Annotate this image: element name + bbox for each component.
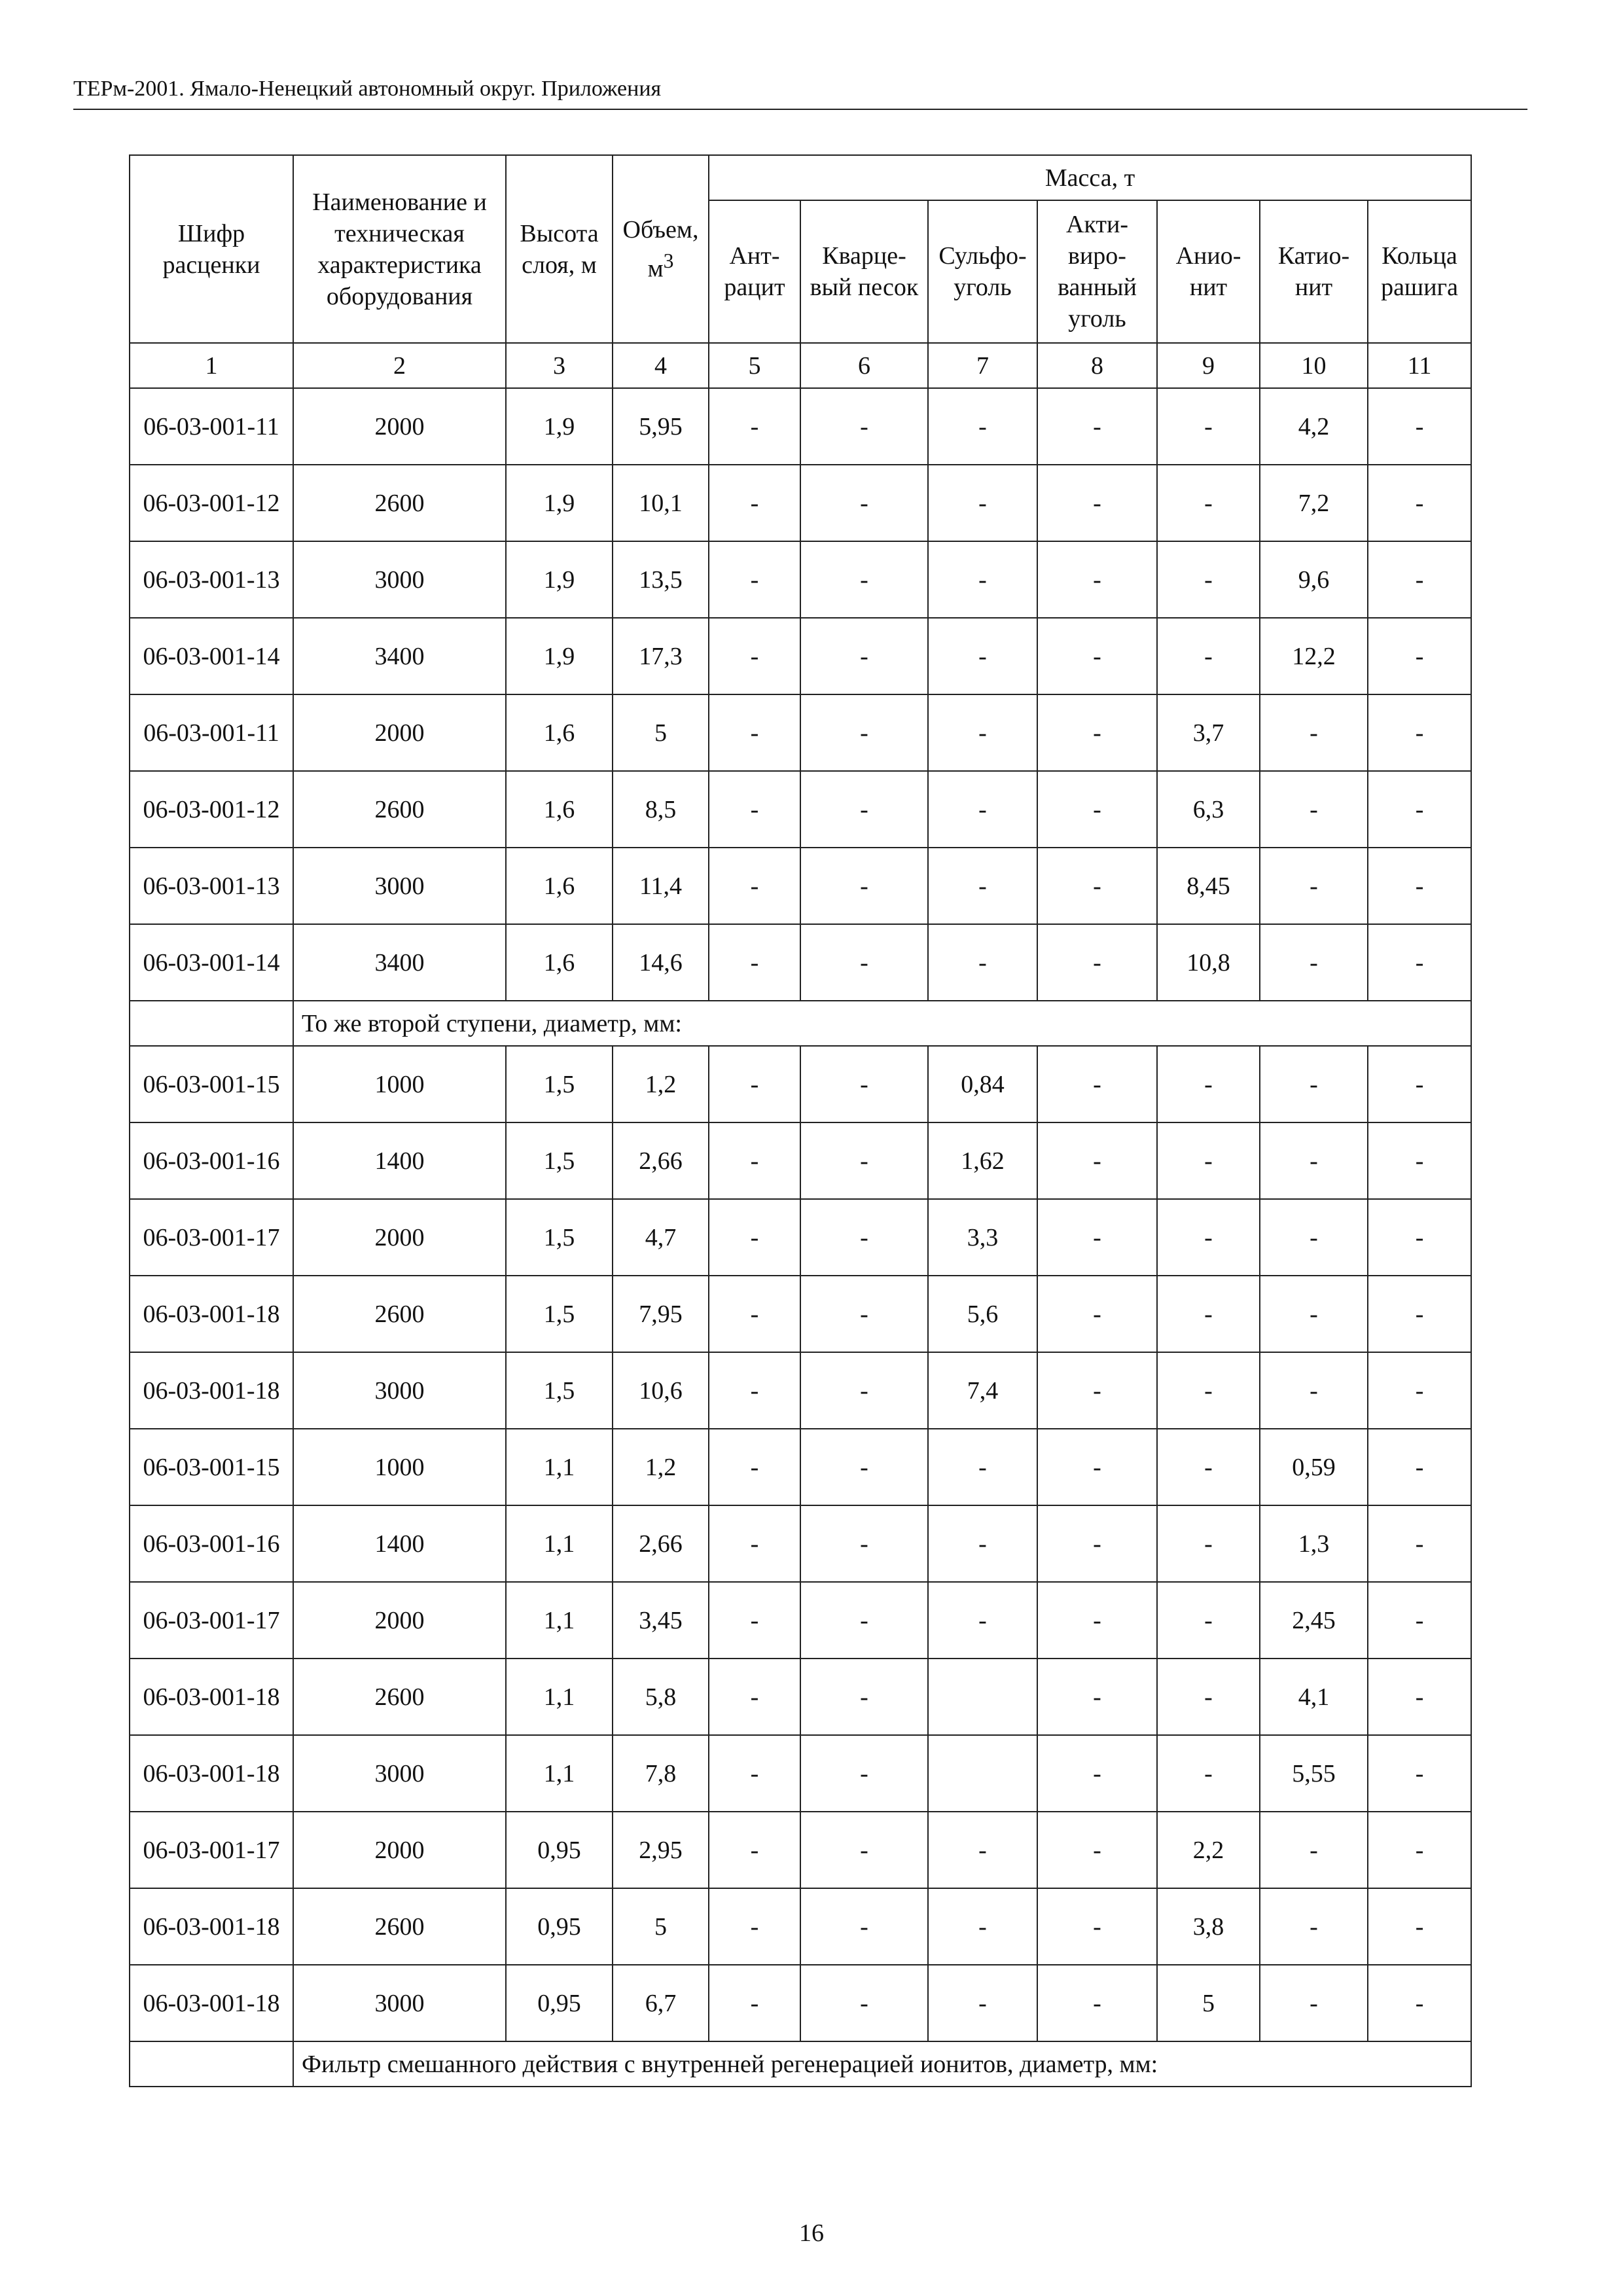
table-cell: - — [709, 1965, 800, 2041]
column-number-cell: 5 — [709, 343, 800, 388]
table-cell: - — [1037, 1505, 1157, 1582]
table-cell: - — [1260, 848, 1368, 924]
table-cell: 2600 — [293, 1659, 506, 1735]
table-row — [130, 1735, 1471, 1812]
table-cell: - — [1260, 1046, 1368, 1122]
table-cell: - — [1037, 1735, 1157, 1812]
table-cell: - — [1037, 1199, 1157, 1276]
col-header-cationite: Катио-нит — [1260, 200, 1368, 343]
table-cell: 0,95 — [506, 1812, 613, 1888]
table-cell: - — [1037, 388, 1157, 465]
column-number-cell: 11 — [1368, 343, 1471, 388]
table-cell: 5 — [1157, 1965, 1260, 2041]
table-cell: 1,1 — [506, 1582, 613, 1659]
table-cell: 3400 — [293, 618, 506, 694]
table-row — [130, 1812, 1471, 1888]
table-row — [130, 1276, 1471, 1352]
table-cell: 5 — [613, 1888, 709, 1965]
table-cell: 8,45 — [1157, 848, 1260, 924]
table-cell: 8,5 — [613, 771, 709, 848]
table-cell: - — [1368, 694, 1471, 771]
table-cell: - — [1260, 1122, 1368, 1199]
table-cell: - — [1157, 541, 1260, 618]
table-cell: - — [709, 1812, 800, 1888]
table-cell: 5,95 — [613, 388, 709, 465]
column-number-cell: 10 — [1260, 343, 1368, 388]
table-cell: 1,3 — [1260, 1505, 1368, 1582]
table-cell: - — [1037, 1276, 1157, 1352]
table-cell: 1,5 — [506, 1122, 613, 1199]
table-cell: - — [1037, 924, 1157, 1001]
table-cell: - — [1368, 924, 1471, 1001]
table-row — [130, 694, 1471, 771]
table-cell: - — [1368, 848, 1471, 924]
table-cell: - — [1368, 1122, 1471, 1199]
table-row — [130, 1965, 1471, 2041]
table-cell: - — [1368, 1505, 1471, 1582]
table-cell: - — [1037, 1046, 1157, 1122]
table-cell: - — [1037, 618, 1157, 694]
table-cell: - — [800, 1122, 928, 1199]
table-cell: 7,4 — [928, 1352, 1037, 1429]
table-row — [130, 848, 1471, 924]
table-cell: 12,2 — [1260, 618, 1368, 694]
table-row — [130, 1659, 1471, 1735]
table-cell: - — [800, 388, 928, 465]
table-cell: - — [709, 1505, 800, 1582]
table-cell: - — [709, 924, 800, 1001]
table-cell: 1400 — [293, 1505, 506, 1582]
table-cell: - — [1368, 1965, 1471, 2041]
table-cell: - — [1157, 1429, 1260, 1505]
table-cell: - — [928, 541, 1037, 618]
table-cell: - — [1037, 541, 1157, 618]
table-cell: 7,2 — [1260, 465, 1368, 541]
table-cell: 2000 — [293, 694, 506, 771]
table-cell: 5 — [613, 694, 709, 771]
table-cell: - — [1157, 1046, 1260, 1122]
table-cell: - — [1368, 1429, 1471, 1505]
table-row — [130, 1352, 1471, 1429]
table-cell: 2,66 — [613, 1505, 709, 1582]
column-number-row — [130, 343, 1471, 388]
table-cell: - — [1157, 618, 1260, 694]
table-cell: - — [1368, 1659, 1471, 1735]
table-cell: 1,9 — [506, 618, 613, 694]
table-cell: - — [1368, 1888, 1471, 1965]
table-cell: 3000 — [293, 1965, 506, 2041]
code-cell: 06-03-001-18 — [130, 1888, 293, 1965]
table-row — [130, 1888, 1471, 1965]
table-cell: - — [1037, 1352, 1157, 1429]
table-cell: - — [800, 1888, 928, 1965]
table-cell: - — [1368, 618, 1471, 694]
col-header-mass-group: Масса, т — [709, 155, 1471, 200]
table-cell: - — [928, 1965, 1037, 2041]
table-cell — [928, 1659, 1037, 1735]
table-cell: 4,2 — [1260, 388, 1368, 465]
table-cell: 2000 — [293, 1199, 506, 1276]
table-cell: 5,8 — [613, 1659, 709, 1735]
table-cell: - — [1037, 465, 1157, 541]
table-cell: - — [1260, 1276, 1368, 1352]
code-cell: 06-03-001-14 — [130, 618, 293, 694]
code-cell: 06-03-001-18 — [130, 1735, 293, 1812]
code-cell: 06-03-001-12 — [130, 465, 293, 541]
code-cell: 06-03-001-17 — [130, 1812, 293, 1888]
table-cell: - — [1368, 1812, 1471, 1888]
table-cell: 7,8 — [613, 1735, 709, 1812]
table-cell: 0,95 — [506, 1888, 613, 1965]
table-row — [130, 1505, 1471, 1582]
table-cell: - — [709, 1276, 800, 1352]
section-row — [130, 2041, 1471, 2087]
code-cell: 06-03-001-18 — [130, 1659, 293, 1735]
table-cell: - — [709, 771, 800, 848]
table-cell — [928, 1735, 1037, 1812]
table-cell: 1,2 — [613, 1429, 709, 1505]
table-row — [130, 541, 1471, 618]
column-number-cell: 9 — [1157, 343, 1260, 388]
table-cell: 3000 — [293, 541, 506, 618]
table-cell: - — [1157, 1735, 1260, 1812]
table-cell: 0,95 — [506, 1965, 613, 2041]
code-cell: 06-03-001-16 — [130, 1122, 293, 1199]
table-cell: - — [1037, 1812, 1157, 1888]
table-cell: - — [928, 618, 1037, 694]
table-cell: - — [1157, 1582, 1260, 1659]
table-cell: - — [800, 1046, 928, 1122]
table-cell: 10,6 — [613, 1352, 709, 1429]
table-cell: 7,95 — [613, 1276, 709, 1352]
volume-superscript: 3 — [663, 249, 674, 272]
table-cell: 1,6 — [506, 694, 613, 771]
page-number: 16 — [799, 2219, 824, 2247]
table-cell: - — [1368, 1199, 1471, 1276]
table-cell: - — [709, 618, 800, 694]
page-header: ТЕРм-2001. Ямало-Ненецкий автономный округ. Приложения — [73, 73, 1527, 110]
table-cell: - — [709, 1659, 800, 1735]
table-cell: - — [928, 465, 1037, 541]
table-cell: - — [1260, 694, 1368, 771]
table-cell: - — [1037, 1965, 1157, 2041]
table-cell: - — [800, 1505, 928, 1582]
table-body — [130, 388, 1471, 2087]
table-cell: - — [709, 1122, 800, 1199]
col-header-volume — [613, 155, 709, 343]
table-head — [130, 155, 1471, 388]
table-cell: 2600 — [293, 465, 506, 541]
table-cell: - — [1037, 1429, 1157, 1505]
table-cell: 1400 — [293, 1122, 506, 1199]
table-cell: 10,1 — [613, 465, 709, 541]
table-cell: 1,2 — [613, 1046, 709, 1122]
table-cell: - — [709, 1352, 800, 1429]
table-cell: - — [709, 1582, 800, 1659]
table-row — [130, 1199, 1471, 1276]
table-cell: - — [1368, 1276, 1471, 1352]
table-cell: - — [1157, 1199, 1260, 1276]
table-cell: - — [709, 1429, 800, 1505]
col-header-quartz-sand: Кварце-вый песок — [800, 200, 928, 343]
table-cell: 3000 — [293, 1352, 506, 1429]
code-cell: 06-03-001-13 — [130, 541, 293, 618]
table-cell: - — [1260, 771, 1368, 848]
code-cell: 06-03-001-17 — [130, 1582, 293, 1659]
table-cell: - — [1368, 388, 1471, 465]
code-cell: 06-03-001-18 — [130, 1276, 293, 1352]
code-cell: 06-03-001-14 — [130, 924, 293, 1001]
table-cell: - — [1037, 694, 1157, 771]
table-row — [130, 1122, 1471, 1199]
section-title: Фильтр смешанного действия с внутренней регенерацией ионитов, диаметр, мм: — [293, 2041, 1471, 2087]
table-cell: 1,5 — [506, 1352, 613, 1429]
table-cell: 1,1 — [506, 1505, 613, 1582]
table-cell: - — [709, 1046, 800, 1122]
table-cell: 1000 — [293, 1046, 506, 1122]
table-row — [130, 1582, 1471, 1659]
table-cell: 3,45 — [613, 1582, 709, 1659]
table-row — [130, 924, 1471, 1001]
table-cell: - — [800, 618, 928, 694]
table-cell: - — [1260, 1199, 1368, 1276]
table-cell: - — [1037, 1888, 1157, 1965]
table-cell: - — [1368, 1735, 1471, 1812]
table-cell: 5,55 — [1260, 1735, 1368, 1812]
table-cell: - — [1157, 1505, 1260, 1582]
table-cell: 2,95 — [613, 1812, 709, 1888]
table-cell: - — [800, 1735, 928, 1812]
table-cell: - — [1368, 1046, 1471, 1122]
code-cell: 06-03-001-15 — [130, 1046, 293, 1122]
col-header-height: Высота слоя, м — [506, 155, 613, 343]
table-cell: - — [928, 388, 1037, 465]
column-number-cell: 7 — [928, 343, 1037, 388]
code-cell: 06-03-001-12 — [130, 771, 293, 848]
table-cell: 1000 — [293, 1429, 506, 1505]
column-number-cell: 8 — [1037, 343, 1157, 388]
table-cell: 2600 — [293, 1276, 506, 1352]
table-cell: 1,6 — [506, 771, 613, 848]
table-cell: 1,1 — [506, 1429, 613, 1505]
table-cell: 1,1 — [506, 1735, 613, 1812]
table-cell: - — [1157, 1352, 1260, 1429]
table-cell: 2,45 — [1260, 1582, 1368, 1659]
col-header-raschig-rings: Кольца рашига — [1368, 200, 1471, 343]
table-cell: 2,2 — [1157, 1812, 1260, 1888]
col-header-name: Наименование и техническая характеристика оборудования — [293, 155, 506, 343]
table-cell: - — [1037, 771, 1157, 848]
table-cell: 13,5 — [613, 541, 709, 618]
table-cell: - — [800, 771, 928, 848]
table-cell: - — [1260, 1888, 1368, 1965]
table-cell: - — [1157, 1122, 1260, 1199]
table-cell: 1,6 — [506, 924, 613, 1001]
table-cell: 5,6 — [928, 1276, 1037, 1352]
table-cell: 0,59 — [1260, 1429, 1368, 1505]
table-cell: - — [709, 388, 800, 465]
table-cell: 0,84 — [928, 1046, 1037, 1122]
table-cell: - — [709, 694, 800, 771]
volume-label: Объем, м — [622, 215, 699, 283]
table-cell: 2000 — [293, 1582, 506, 1659]
table-cell: - — [1260, 1352, 1368, 1429]
table-cell: - — [928, 1888, 1037, 1965]
table-cell: - — [709, 1735, 800, 1812]
section-row — [130, 1001, 1471, 1046]
table-row — [130, 1429, 1471, 1505]
table-cell: 4,7 — [613, 1199, 709, 1276]
table-cell: 2600 — [293, 771, 506, 848]
column-number-cell: 6 — [800, 343, 928, 388]
table-cell: 6,7 — [613, 1965, 709, 2041]
table-row — [130, 1046, 1471, 1122]
table-cell: - — [800, 1199, 928, 1276]
table-cell: - — [1368, 1582, 1471, 1659]
table-cell: 3,3 — [928, 1199, 1037, 1276]
table-cell: 1,5 — [506, 1046, 613, 1122]
table-cell: 4,1 — [1260, 1659, 1368, 1735]
table-cell: 3400 — [293, 924, 506, 1001]
table-cell: - — [800, 1965, 928, 2041]
table-cell: 1,6 — [506, 848, 613, 924]
table-cell: - — [800, 1812, 928, 1888]
table-cell: 3,7 — [1157, 694, 1260, 771]
table-cell: - — [800, 1659, 928, 1735]
table-row — [130, 388, 1471, 465]
table-cell: - — [928, 1429, 1037, 1505]
table-cell: - — [1260, 1965, 1368, 2041]
table-cell: 17,3 — [613, 618, 709, 694]
table-cell: - — [800, 924, 928, 1001]
table-cell: 3000 — [293, 848, 506, 924]
table-cell: - — [928, 1582, 1037, 1659]
table-cell: - — [1260, 924, 1368, 1001]
table-cell: - — [928, 694, 1037, 771]
table-row — [130, 771, 1471, 848]
table-cell: - — [800, 1276, 928, 1352]
table-cell: - — [709, 465, 800, 541]
table-cell: - — [1157, 388, 1260, 465]
col-header-anionite: Анио-нит — [1157, 200, 1260, 343]
table-cell: 1,5 — [506, 1199, 613, 1276]
table-cell: - — [1260, 1812, 1368, 1888]
table-cell: 6,3 — [1157, 771, 1260, 848]
table-cell: - — [1157, 465, 1260, 541]
table-cell: - — [709, 1199, 800, 1276]
code-cell: 06-03-001-18 — [130, 1352, 293, 1429]
table-cell: - — [1157, 1659, 1260, 1735]
table-cell: - — [1037, 1582, 1157, 1659]
table-cell: - — [1368, 541, 1471, 618]
section-empty-cell — [130, 1001, 293, 1046]
mass-table — [129, 154, 1472, 2087]
table-cell: 1,9 — [506, 388, 613, 465]
code-cell: 06-03-001-11 — [130, 388, 293, 465]
table-cell: 10,8 — [1157, 924, 1260, 1001]
table-cell: 1,1 — [506, 1659, 613, 1735]
table-cell: 14,6 — [613, 924, 709, 1001]
table-cell: - — [1368, 771, 1471, 848]
table-cell: 3000 — [293, 1735, 506, 1812]
col-header-code: Шифр расценки — [130, 155, 293, 343]
table-cell: 1,9 — [506, 465, 613, 541]
table-cell: 3,8 — [1157, 1888, 1260, 1965]
table-cell: - — [928, 1812, 1037, 1888]
section-title: То же второй ступени, диаметр, мм: — [293, 1001, 1471, 1046]
table-cell: - — [928, 924, 1037, 1001]
table-cell: - — [800, 1429, 928, 1505]
table-cell: - — [800, 465, 928, 541]
code-cell: 06-03-001-11 — [130, 694, 293, 771]
table-cell: - — [928, 771, 1037, 848]
table-cell: 1,9 — [506, 541, 613, 618]
code-cell: 06-03-001-17 — [130, 1199, 293, 1276]
table-cell: 2600 — [293, 1888, 506, 1965]
table-cell: - — [800, 1352, 928, 1429]
table-cell: - — [709, 848, 800, 924]
table-cell: - — [709, 1888, 800, 1965]
table-cell: 2000 — [293, 1812, 506, 1888]
table-cell: 11,4 — [613, 848, 709, 924]
table-cell: - — [800, 541, 928, 618]
code-cell: 06-03-001-13 — [130, 848, 293, 924]
section-empty-cell — [130, 2041, 293, 2087]
table-cell: - — [1037, 848, 1157, 924]
table-cell: - — [1037, 1122, 1157, 1199]
table-cell: - — [1368, 1352, 1471, 1429]
table-cell: - — [709, 541, 800, 618]
table-cell: - — [800, 694, 928, 771]
table-cell: - — [928, 848, 1037, 924]
column-number-cell: 3 — [506, 343, 613, 388]
column-number-cell: 2 — [293, 343, 506, 388]
table-row — [130, 465, 1471, 541]
table-cell: 2000 — [293, 388, 506, 465]
table-cell: - — [1157, 1276, 1260, 1352]
table-cell: - — [1368, 465, 1471, 541]
code-cell: 06-03-001-18 — [130, 1965, 293, 2041]
col-header-activated-carbon: Акти-виро-ванный уголь — [1037, 200, 1157, 343]
col-header-sulfocoal: Сульфо-уголь — [928, 200, 1037, 343]
table-cell: 9,6 — [1260, 541, 1368, 618]
table-cell: 1,5 — [506, 1276, 613, 1352]
table-cell: 1,62 — [928, 1122, 1037, 1199]
table-cell: - — [928, 1505, 1037, 1582]
table-cell: - — [800, 1582, 928, 1659]
table-cell: - — [800, 848, 928, 924]
code-cell: 06-03-001-15 — [130, 1429, 293, 1505]
table-row — [130, 618, 1471, 694]
table-cell: 2,66 — [613, 1122, 709, 1199]
code-cell: 06-03-001-16 — [130, 1505, 293, 1582]
column-number-cell: 1 — [130, 343, 293, 388]
col-header-anthracite: Ант-рацит — [709, 200, 800, 343]
table-cell: - — [1037, 1659, 1157, 1735]
column-number-cell: 4 — [613, 343, 709, 388]
